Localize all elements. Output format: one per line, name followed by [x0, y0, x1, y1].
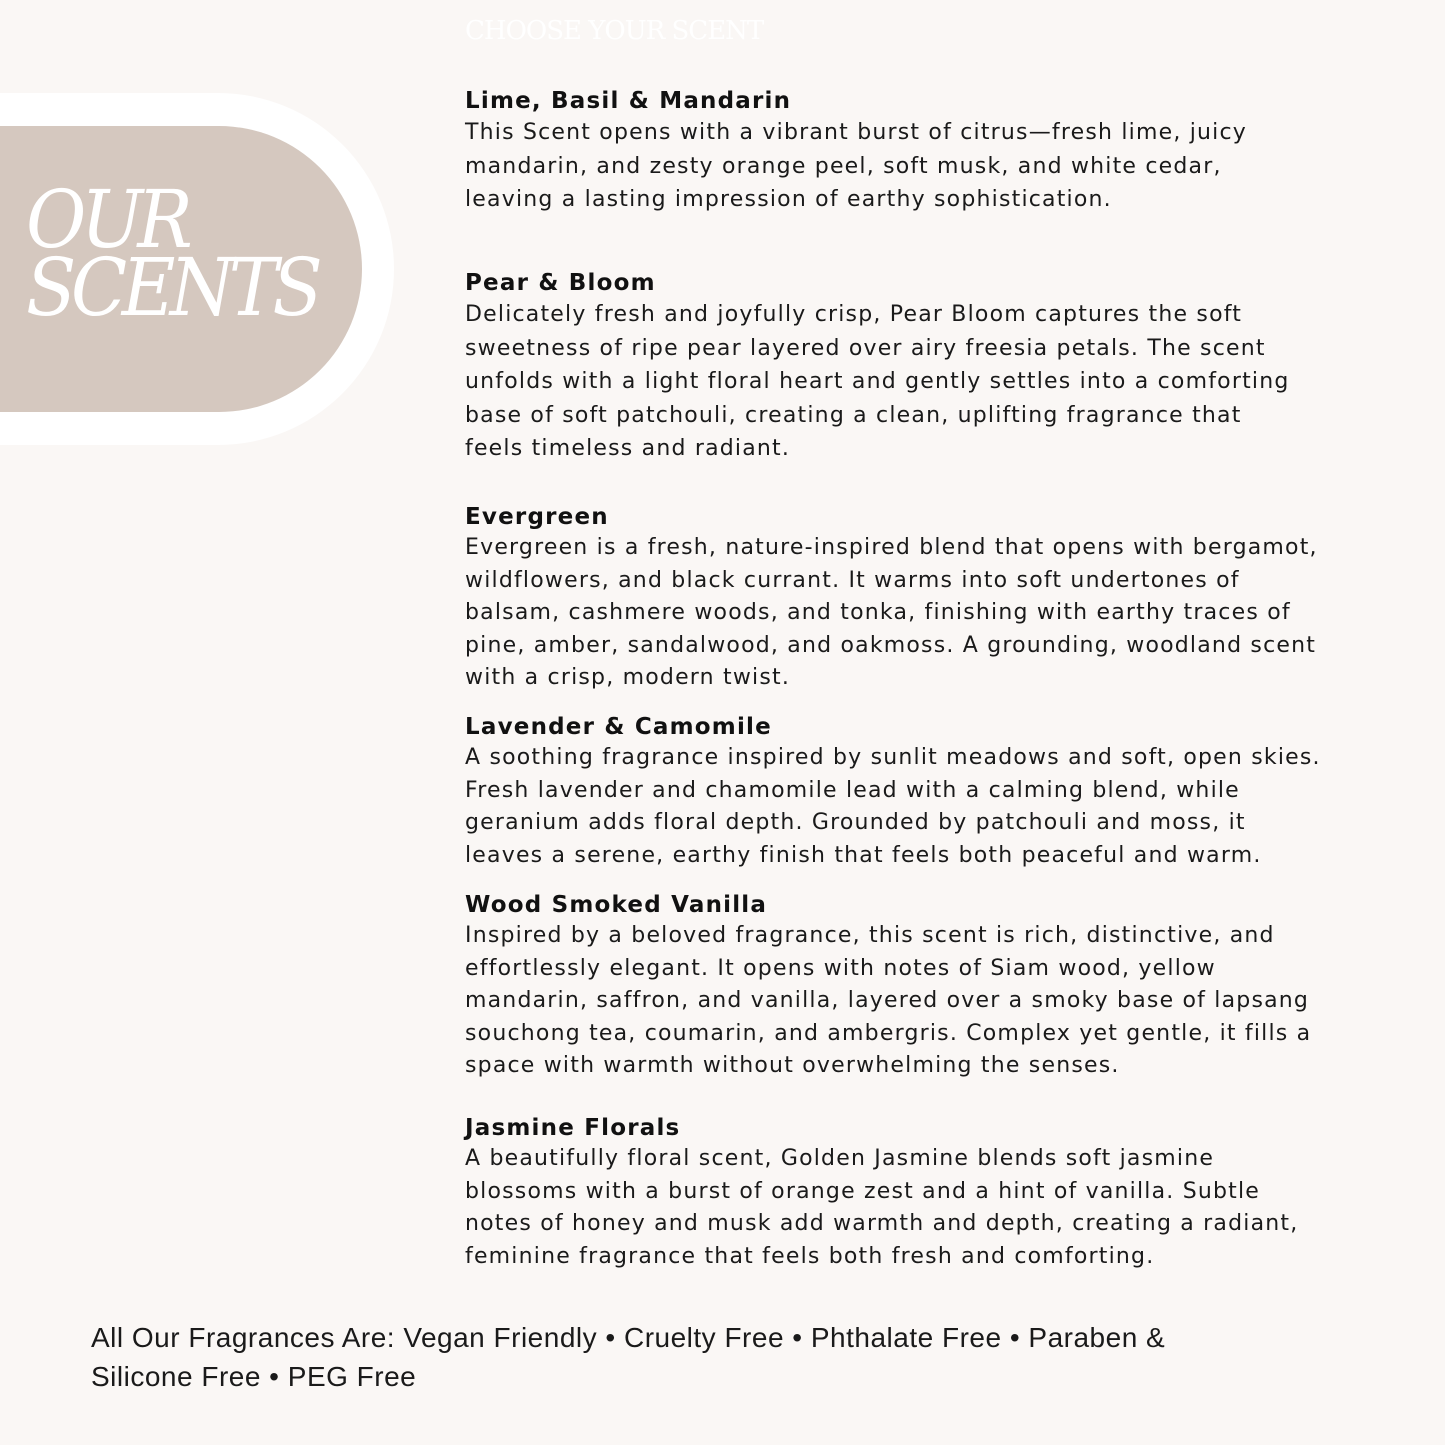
- scent-description: Evergreen is a fresh, nature-inspired blend that opens with bergamot, wildflowers, and black currant. It warms into soft undertones of balsam, cashmere woods, and tonka, finishing with earthy traces of pine, amber, sandalwood, and oakmoss. A grounding, woodland scent with a crisp, modern twist.: [465, 535, 1318, 690]
- scent-description: A soothing fragrance inspired by sunlit meadows and soft, open skies. Fresh lavender and chamomile lead with a calming blend, while geranium adds floral depth. Grounded by patchouli and moss, it leaves a serene, earthy finish that feels both peaceful and warm.: [465, 745, 1321, 868]
- scent-wood-smoked-vanilla: [465, 890, 1400, 1083]
- scent-pear-bloom: [465, 268, 1400, 466]
- scent-jasmine-florals: [465, 1113, 1400, 1273]
- scent-description: Delicately fresh and joyfully crisp, Pear Bloom captures the soft sweetness of ripe pear layered over airy freesia petals. The scent unfolds with a light floral heart and gently settles into a comforting base of soft patchouli, creating a clean, uplifting fragrance that feels timeless and radiant.: [465, 302, 1290, 461]
- page-title: [26, 173, 318, 334]
- scent-description: A beautifully floral scent, Golden Jasmine blends soft jasmine blossoms with a burst of orange zest and a hint of vanilla. Subtle notes of honey and musk add warmth and depth, creating a radiant, feminine fragrance that feels both fresh and comforting.: [465, 1146, 1299, 1269]
- scent-name: Lavender & Camomile: [465, 714, 772, 740]
- scent-description: Inspired by a beloved fragrance, this scent is rich, distinctive, and effortlessly elegant. It opens with notes of Siam wood, yellow mandarin, saffron, and vanilla, layered over a smoky base of lapsang souchong tea, coumarin, and ambergris. Complex yet gentle, it fills a space with warmth without overwhelming the senses.: [465, 923, 1312, 1078]
- scent-description: This Scent opens with a vibrant burst of citrus—fresh lime, juicy mandarin, and zesty orange peel, soft musk, and white cedar, leaving a lasting impression of earthy sophistication.: [465, 120, 1248, 212]
- scent-evergreen: [465, 502, 1400, 695]
- scent-name: Evergreen: [465, 504, 609, 530]
- scent-name: Wood Smoked Vanilla: [465, 892, 768, 918]
- scent-lime-basil-mandarin: [465, 86, 1400, 217]
- scent-lavender-camomile: [465, 712, 1400, 872]
- fragrance-attributes-footer: All Our Fragrances Are: Vegan Friendly • Cruelty Free • Phthalate Free • Paraben & Silicone Free • PEG Free: [91, 1322, 1166, 1392]
- scent-name: Pear & Bloom: [465, 270, 656, 296]
- page-title-line-2: SCENTS: [26, 241, 318, 334]
- scent-name: Jasmine Florals: [465, 1115, 681, 1141]
- choose-your-scent-heading: CHOOSE YOUR SCENT: [465, 16, 764, 46]
- scent-name: Lime, Basil & Mandarin: [465, 88, 792, 114]
- page-title-line-1: OUR: [26, 173, 188, 266]
